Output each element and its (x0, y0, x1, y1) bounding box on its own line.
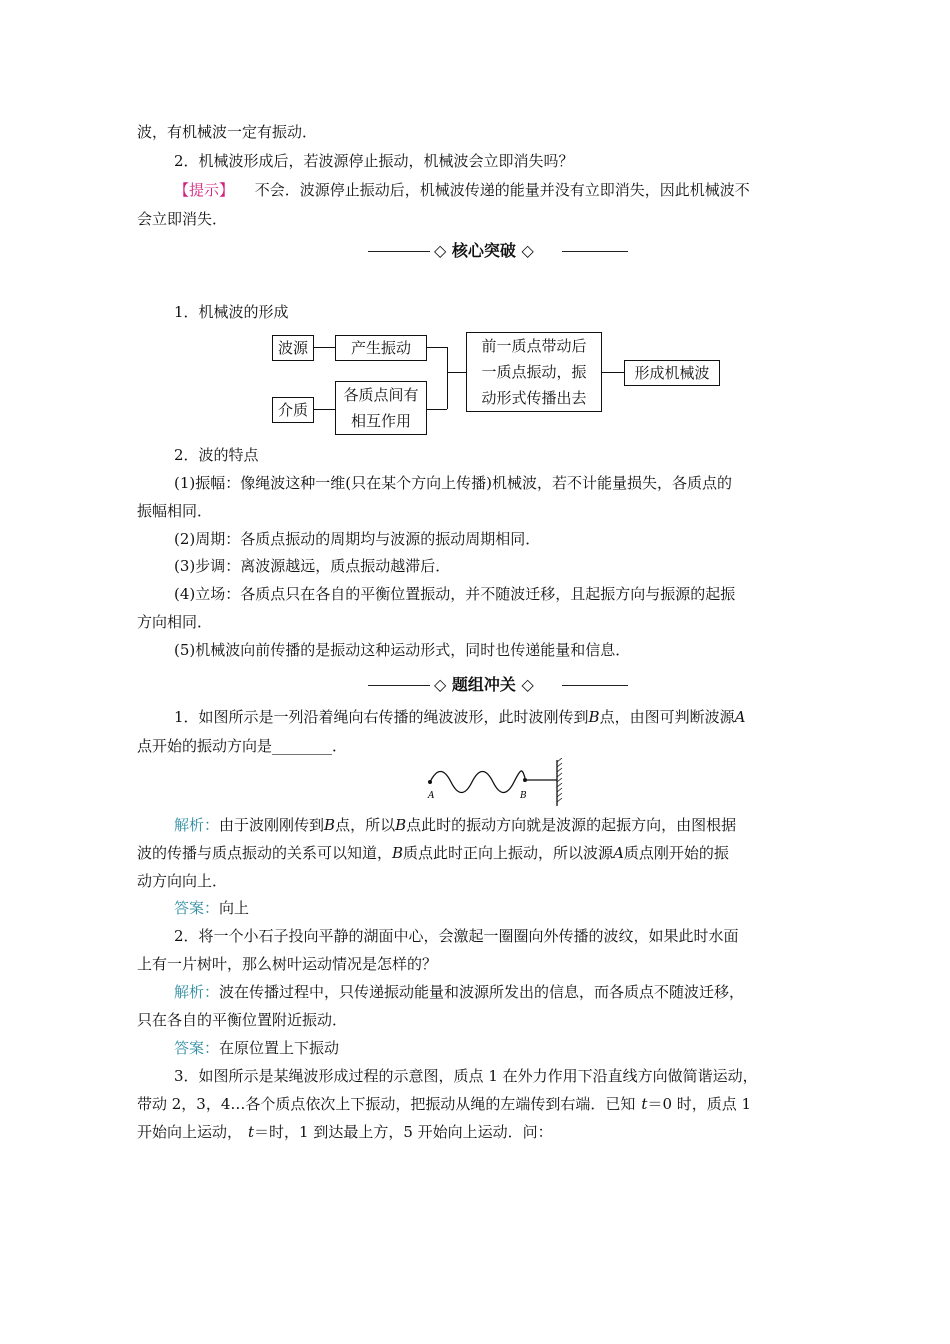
connector-bracket (447, 347, 448, 409)
p3-var-t2: t (248, 1123, 255, 1141)
feature-3: (3)步调：离波源越远，质点振动越滞后． (174, 557, 451, 575)
box-transfer-line-1: 前一质点带动后 (481, 337, 587, 355)
p1-text-a: 1．如图所示是一列沿着绳向右传播的绳波波形，此时波刚传到 (174, 708, 589, 726)
p2-sol-a: 波在传播过程中，只传递振动能量和波源所发出的信息，而各质点不随波迁移， (219, 983, 745, 1001)
p1-solution-label: 解析： (174, 816, 220, 834)
p1-var-A: A (734, 708, 746, 726)
problem-3-line-1: 3．如图所示是某绳波形成过程的示意图，质点 1 在外力作用下沿直线方向做简谐运动， (174, 1067, 758, 1085)
point-A-dot (428, 780, 432, 784)
formation-heading: 1．机械波的形成 (174, 303, 289, 321)
section-rule-right (562, 251, 628, 252)
p1-sol-e: 质点此时正向上振动，所以波源 (403, 844, 614, 862)
feature-2: (2)周期：各质点振动的周期均与波源的振动周期相同． (174, 530, 541, 548)
problem-2-line-1: 2．将一个小石子投向平静的湖面中心，会激起一圈圈向外传播的波纹，如果此时水面 (174, 927, 739, 945)
p2-solution-label: 解析： (174, 983, 220, 1001)
p1-sol-var-A: A (613, 844, 624, 862)
p1-solution-line-2 (137, 843, 729, 863)
p1-sol-d: 波的传播与质点振动的关系可以知道， (137, 844, 393, 862)
box-result: 形成机械波 (624, 360, 720, 386)
feature-1b: 振幅相同． (137, 502, 213, 520)
p1-answer: 向上 (219, 899, 250, 917)
p1-sol-var-B3: B (392, 844, 404, 862)
box-interaction (335, 381, 427, 435)
p2-answer-label: 答案： (174, 1039, 220, 1057)
feature-1a: (1)振幅：像绳波这种一维(只在某个方向上传播)机械波，若不计能量损失，各质点的 (174, 474, 732, 492)
p2-solution-line-1 (174, 982, 744, 1002)
problem-1-line-1 (174, 707, 745, 727)
hint-text: 不会．波源停止振动后，机械波传递的能量并没有立即消失，因此机械波不 (254, 181, 750, 199)
point-B-dot (523, 778, 527, 782)
section-rule-left (368, 251, 430, 252)
connector-vibration-out (427, 347, 447, 348)
rope-wave-curve (430, 771, 525, 793)
connector-transfer-result (602, 372, 624, 373)
box-transfer (466, 332, 602, 412)
hint-continuation: 会立即消失． (137, 210, 228, 228)
connector-interaction-out (427, 409, 447, 410)
p3-text-b: 带动 2，3，4…各个质点依次上下振动，把振动从绳的左端传到右端．已知 (137, 1095, 636, 1113)
feature-4b: 方向相同． (137, 613, 213, 631)
box-transfer-line-3: 动形式传播出去 (481, 389, 587, 407)
box-vibration: 产生振动 (335, 335, 427, 361)
p1-answer-line (174, 898, 249, 918)
p1-sol-var-B1: B (324, 816, 336, 834)
rope-wave-figure (420, 758, 570, 810)
section-title-practice: ◇ 题组冲关 ◇ (434, 675, 534, 694)
p1-sol-a: 由于波刚刚传到 (219, 816, 325, 834)
box-wave-source: 波源 (272, 335, 314, 361)
section-title-core: ◇ 核心突破 ◇ (434, 241, 534, 260)
hint-label: 【提示】 (174, 181, 235, 199)
wall-hatch (557, 758, 562, 802)
connector-source-vibration (314, 347, 335, 348)
p1-solution-line-3: 动方向向上． (137, 872, 228, 890)
p2-solution-line-2: 只在各自的平衡位置附近振动． (137, 1011, 348, 1029)
box-interaction-line-1: 各质点间有 (343, 386, 419, 404)
problem-3-line-3 (137, 1122, 553, 1142)
problem-2-line-2: 上有一片树叶，那么树叶运动情况是怎样的？ (137, 955, 438, 973)
p1-text-b: 点，由图可判断波源 (599, 708, 735, 726)
box-transfer-line-2: 一质点振动，振 (481, 363, 587, 381)
section2-rule-left (368, 685, 430, 686)
p2-answer-line (174, 1038, 339, 1058)
p1-sol-b: 点，所以 (335, 816, 396, 834)
intro-line-1: 波，有机械波一定有振动． (137, 123, 318, 141)
p3-text-c: ＝0 时，质点 1 (647, 1095, 752, 1113)
p1-sol-var-B2: B (395, 816, 407, 834)
p1-sol-c: 点此时的振动方向就是波源的起振方向，由图根据 (406, 816, 737, 834)
feature-5: (5)机械波向前传播的是振动这种运动形式，同时也传递能量和信息． (174, 641, 631, 659)
p1-answer-label: 答案： (174, 899, 220, 917)
p2-answer: 在原位置上下振动 (219, 1039, 340, 1057)
problem-3-line-2 (137, 1094, 751, 1114)
p3-text-d: 开始向上运动， (137, 1123, 243, 1141)
problem-1-line-2: 点开始的振动方向是________． (137, 737, 348, 755)
connector-bracket-to-transfer (447, 372, 466, 373)
figure-label-B: B (520, 791, 527, 801)
box-interaction-line-2: 相互作用 (350, 412, 411, 430)
section2-rule-right (562, 685, 628, 686)
connector-medium-interaction (314, 409, 335, 410)
features-heading: 2．波的特点 (174, 446, 259, 464)
p3-text-e: ＝时，1 到达最上方，5 开始向上运动．问： (254, 1123, 553, 1141)
question-2-text: 2．机械波形成后，若波源停止振动，机械波会立即消失吗？ (174, 152, 574, 170)
hint-line (174, 180, 750, 200)
p1-solution-line-1 (174, 815, 736, 835)
feature-4a: (4)立场：各质点只在各自的平衡位置振动，并不随波迁移，且起振方向与振源的起振 (174, 585, 736, 603)
figure-label-A: A (428, 791, 435, 801)
p1-sol-f: 质点刚开始的振 (623, 844, 729, 862)
p3-var-t1: t (641, 1095, 648, 1113)
p1-var-B: B (588, 708, 600, 726)
box-medium: 介质 (272, 397, 314, 423)
